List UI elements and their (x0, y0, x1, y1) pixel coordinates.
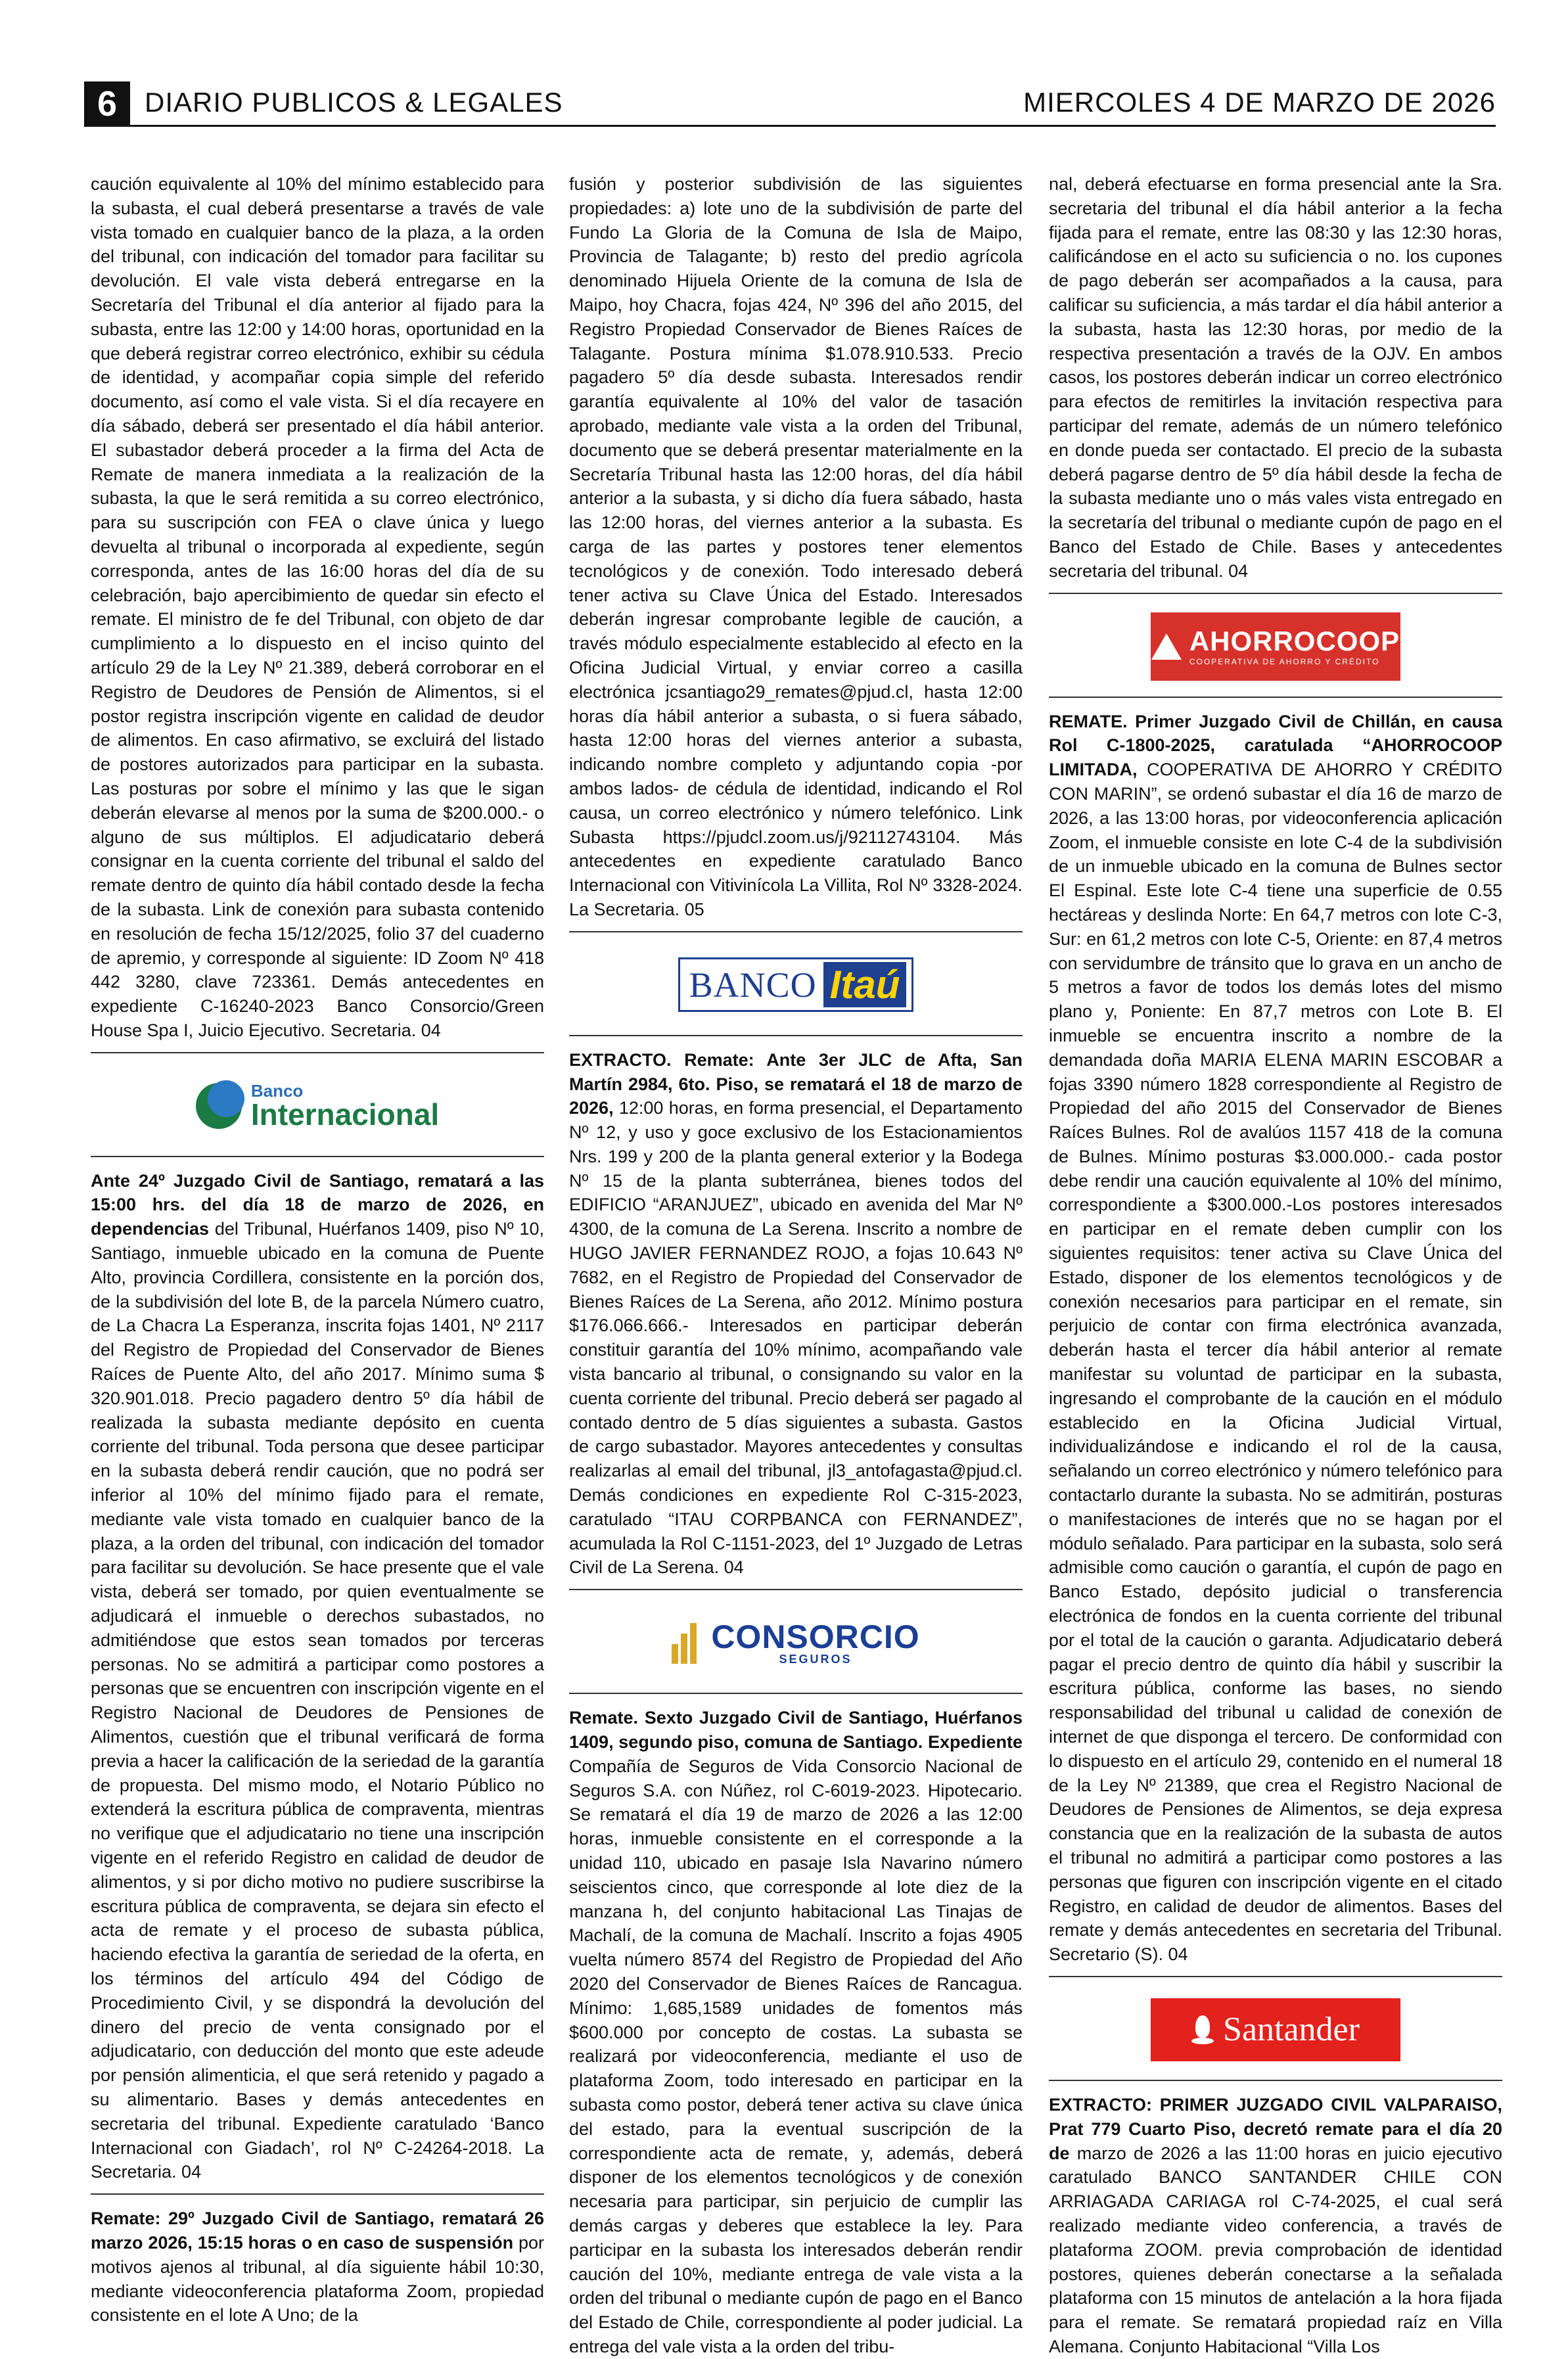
divider (1049, 1976, 1502, 1977)
publication-title: DIARIO PUBLICOS & LEGALES (145, 87, 563, 118)
divider (569, 1693, 1023, 1694)
page-number: 6 (84, 81, 130, 126)
santander-logo: Santander (1049, 1989, 1502, 2071)
divider (91, 1052, 544, 1053)
notice-1-continuation: caución equivalente al 10% del mínimo establecido para la subasta, el cual deberá presentarse a través de vale vista tomado en cualquier banco de la plaza, a la orden del tribunal, con indicación del tomador para facilitar su devolución. El vale vista deberá entregarse en la Secretaría del Tribunal el día anterior al fijado para la subasta, entre las 12:00 y 14:00 horas, oportunidad en la que deberá registrar correo electrónico, exhibir su cédula de identidad, y acompañar copia simple del referido documento, así como el vale vista. Si el día recayere en día sábado, deberá ser presentado el día hábil anterior. El subastador deberá proceder a la firma del Acta de Remate de manera inmediata a la realización de la subasta, la que le será remitida a su correo electrónico, para su suscripción con FEA o clave única y luego devuelta al tribunal o incorporada al expediente, según corresponda, antes de las 16:00 horas del día de su celebración, bajo apercibimiento de quedar sin efecto el remate. El ministro de fe del Tribunal, con objeto de dar cumplimiento a lo dispuesto en el inciso quinto del artículo 29 de la Ley Nº 21.389, deberá corroborar en el Registro de Deudores de Pensión de Alimentos, si el postor registra inscripción vigente en calidad de deudor de alimentos. En caso afirmativo, se excluirá del listado de postores autorizados para participar en la subasta. Las posturas por sobre el mínimo y las que le sigan deberán elevarse al menos por la suma de $200.000.- o alguno de sus múltiplos. El adjudicatario deberá consignar en la cuenta corriente del tribunal el saldo del remate dentro de quinto día hábil contado desde la fecha de la subasta. Link de conexión para subasta contenido en resolución de fecha 15/12/2025, folio 37 del cuaderno de apremio, y corresponde al siguiente: ID Zoom Nº 418 442 3280, clave 723361. Demás antecedentes en expediente C-16240-2023 Banco Consorcio/Green House Spa I, Juicio Ejecutivo. Secretaria. 04 (91, 174, 544, 1040)
notice-santander: EXTRACTO: PRIMER JUZGADO CIVIL VALPARAISO, Prat 779 Cuarto Piso, decretó remate para el día 20 de marzo de 2026 a las 11:00 horas en juicio ejecutivo caratulado BANCO SANTANDER CHILE CON ARRIAGADA CARIAGA rol C-74-2025, el cual será realizado mediante video conferencia, a través de plataforma ZOOM. previa comprobación de identidad postores, quienes deberán conectarse a la señalada plataforma con 15 minutos de antelación a la hora fijada para el remate. Se rematará propiedad raíz en Villa Alemana. Conjunto Habitacional “Villa Los (1049, 2094, 1502, 2356)
divider (1049, 593, 1502, 594)
divider (569, 931, 1023, 932)
divider (569, 1589, 1023, 1590)
column-1 (91, 172, 544, 2325)
divider (569, 1035, 1023, 1036)
notice-ahorrocoop: REMATE. Primer Juzgado Civil de Chillán, en causa Rol C-1800-2025, caratulada “AHORROCOOP LIMITADA, COOPERATIVA DE AHORRO Y CRÉDITO CON MARIN”, se ordenó subastar el día 16 de marzo de 2026, a las 13:00 horas, por videoconferencia aplicación Zoom, el inmueble consiste en lote C-4 de la subdivisión de un inmueble ubicado en la comuna de Bulnes sector El Espinal. Este lote C-4 tiene una superficie de 0.55 hectáreas y deslinda Norte: En 64,7 metros con lote C-3, Sur: en 61,2 metros con lote C-5, Oriente: en 87,4 metros con servidumbre de tránsito que lo grava en un ancho de 5 metros a favor de todos los demás lotes del mismo plano y, Poniente: En 87,7 metros con Lote B. El inmueble se encuentra inscrito a nombre de la demandada doña MARIA ELENA MARIN ESCOBAR a fojas 3390 número 1828 correspondiente al Registro de Propiedad del año 2015 del Conservador de Bienes Raíces Bulnes. Rol de avalúos 1157 418 de la comuna de Bulnes. Mínimo posturas $3.000.000.- cada postor debe rendir una caución equivalente al 10% del mínimo, correspondiente a $300.000.-Los postores interesados en participar en el remate deben cumplir con los siguientes requisitos: tener activa su Clave Única del Estado, disponer de los elementos tecnológicos y de conexión necesarios para participar en el remate, sin perjuicio de contar con firma electrónica avanzada, deberán hasta el tercer día hábil anterior al remate manifestar su voluntad de participar en la subasta, ingresando el comprobante de la caución en el módulo establecido en la Oficina Judicial Virtual, individualizándose e indicando el rol de la causa, señalando un correo electrónico y número telefónico para contactarlo durante la subasta. No se admitirán, posturas o manifestaciones de interés que no se hagan por el módulo señalado. Para participar en la subasta, solo será admisible como caución o garantía, el cupón de pago en Banco Estado, depósito judicial o transferencia electrónica de fondos en la cuenta corriente del tribunal por el total de la caución o garanta. Adjudicatario deberá pagar el precio dentro de quinto día hábil y suscribir la escritura pública, conforme las bases, no siendo responsabilidad del tribunal u calidad de conexión de internet de que disponga el tercero. De conformidad con lo dispuesto en el artículo 29, contenido en el numeral 18 de la Ley Nº 21389, que crea el Registro Nacional de Deudores de Pensiones de Alimentos, se deja expresa constancia que en la realización de la subasta de autos el tribunal no admitirá a participar como postores a las personas que figuren con inscripción vigente en el citado Registro, en calidad de deudor de alimentos. Bases del remate y demás antecedentes en secretaria del Tribunal. Secretario (S). 04 (1049, 711, 1502, 1965)
notice-banco-internacional: Ante 24º Juzgado Civil de Santiago, rematará a las 15:00 hrs. del día 18 de marzo de 2026, en dependencias del Tribunal, Huérfanos 1409, piso Nº 10, Santiago, inmueble ubicado en la comuna de Puente Alto, provincia Cordillera, consistente en la porción dos, de la subdivisión del lote B, de la parcela Número cuatro, de La Chacra La Esperanza, inscrita fojas 1401, Nº 2117 del Registro de Propiedad del Conservador de Bienes Raíces de Puente Alto, del año 2017. Mínimo suma $ 320.901.018. Precio pagadero dentro 5º día hábil de realizada la subasta mediante depósito en cuenta corriente del tribunal. Toda persona que desee participar en la subasta deberá rendir caución, que no podrá ser inferior al 10% del mínimo fijado para el remate, mediante vale vista tomado en cualquier banco de la plaza, a la orden del tribunal, con indicación del tomador para facilitar su devolución. Se hace presente que el vale vista, deberá ser tomado, por quien eventualmente se adjudicará el inmueble o derechos subastados, no admitiéndose que estos sean tomados por terceras personas. No se admitirá a participar como postores a personas que se encuentren con inscripción vigente en el Registro Nacional de Deudores de Pensiones de Alimentos, cuestión que el tribunal verificará de forma previa a hacer la calificación de la seriedad de la garantía de propuesta. Del mismo modo, el Notario Público no extenderá la escritura pública de compraventa, mientras no verifique que el adjudicatario no tiene una inscripción vigente en el referido Registro en calidad de deudor de alimentos, y si por dicho motivo no pudiere suscribirse la escritura pública de compraventa, se dejara sin efecto el acta de remate y el proceso de subasta pública, haciendo efectiva la garantía de seriedad de la oferta, en los términos del artículo 494 del Código de Procedimiento Civil, y se dispondrá la devolución del dinero del precio de venta consignado por el adjudicatario, con deducción del monto que este adeude por pensión alimenticia, el que será retenido y pagado a su alimentario. Bases y demás antecedentes en secretaria del tribunal. Expediente caratulado ‘Banco Internacional con Giadach’, rol Nº C-24264-2018. La Secretaria. 04 (91, 1170, 544, 2182)
divider (91, 2193, 544, 2195)
notice-consorcio: Remate. Sexto Juzgado Civil de Santiago, Huérfanos 1409, segundo piso, comuna de Santiago. Expediente Compañía de Seguros de Vida Consorcio Nacional de Seguros S.A. con Núñez, rol C-6019-2023. Hipotecario. Se rematará el día 19 de marzo de 2026 a las 12:00 horas, inmueble consistente en el corresponde a la unidad 110, ubicado en pasaje Isla Navarino número seiscientos cinco, que corresponde al lote diez de la manzana h, del conjunto habitacional Las Tinajas de Machalí, de la comuna de Machalí. Inscrito a fojas 4905 vuelta número 8574 del Registro de Propiedad del Año 2020 del Conservador de Bienes Raíces de Rancagua. Mínimo: 1,685,1589 unidades de fomentos más $600.000 por concepto de costas. La subasta se realizará por videoconferencia, mediante el uso de plataforma Zoom, todo interesado en participar en la subasta como postor, deberá tener activa su clave única del estado, para la eventual suscripción de la correspondiente acta de remate, y, además, deberá disponer de los elementos tecnológicos y de conexión necesaria para participar, sin perjuicio de cumplir las demás cargas y deberes que establece la ley. Para participar en la subasta los interesados deberán rendir caución del 10%, mediante entrega de vale vista a la orden del tribunal o mediante cupón de pago en el Banco del Estado de Chile, correspondiente al poder judicial. La entrega del vale vista a la orden del tribu- (569, 1708, 1023, 2356)
notice-consorcio-continuation: nal, deberá efectuarse en forma presencial ante la Sra. secretaria del tribunal el día hábil anterior a la fecha fijada para el remate, entre las 08:30 y las 12:30 horas, calificándose en el acto su suficiencia o no. los cupones de pago deberán ser acompañados a la causa, para calificar su suficiencia, a más tardar el día hábil anterior a la subasta, hasta las 12:30 horas, por medio de la respectiva presentación a través de la OJV. En ambos casos, los postores deberán indicar un correo electrónico para efectos de remitirles la invitación respectiva para participar del remate, además de un número telefónico en donde pueda ser contactado. El precio de la subasta deberá pagarse dentro de 5º día hábil desde la fecha de la subasta mediante uno o más vales vista entregado en la secretaría del tribunal o mediante cupón de pago en el Banco del Estado de Chile. Bases y antecedentes secretaria del tribunal. 04 (1049, 174, 1502, 581)
page-header (84, 78, 1496, 127)
notice-29-juzgado-continuation: fusión y posterior subdivisión de las siguientes propiedades: a) lote uno de la subdivisión de parte del Fundo La Gloria de la Comuna de Isla de Maipo, Provincia de Talagante; b) resto del predio agrícola denominado Hijuela Oriente de la comuna de Isla de Maipo, hoy Chacra, fojas 424, Nº 396 del año 2015, del Registro Propiedad Conservador de Bienes Raíces de Talagante. Postura mínima $1.078.910.533. Precio pagadero 5º día desde subasta. Interesados rendir garantía equivalente al 10% del valor de tasación aprobado, mediante vale vista a la orden del Tribunal, documento que se deberá presentar materialmente en la Secretaría Tribunal hasta las 12:00 horas, del día hábil anterior a la subasta, y si dicho día fuera sábado, hasta las 12:00 horas, del viernes anterior a la subasta. Es carga de las partes y postores tener elementos tecnológicos y de conexión. Todo interesado deberá tener activa su Clave Única del Estado. Interesados deberán ingresar comprobante legible de caución, a través módulo especialmente establecido al efecto en la Oficina Judicial Virtual, y enviar correo a casilla electrónica jcsantiago29_remates@pjud.cl, hasta 12:00 horas día hábil anterior a subasta, o si fuera sábado, hasta 12:00 horas del viernes anterior a subasta, indicando nombre completo y adjuntando copia -por ambos lados- de cédula de identidad, indicando el Rol causa, un correo electrónico y número telefónico. Link Subasta https://pjudcl.zoom.us/j/92112743104. Más antecedentes en expediente caratulado Banco Internacional con Vitivinícola La Villita, Rol Nº 3328-2024. La Secretaria. 05 (569, 174, 1023, 919)
ahorrocoop-logo: AHORROCOOP COOPERATIVA DE AHORRO Y CRÉDITO (1049, 606, 1502, 687)
divider (91, 1156, 544, 1157)
divider (1049, 697, 1502, 698)
consorcio-bars-icon (672, 1622, 704, 1664)
banco-itau-logo: BANCO Itaú (569, 944, 1023, 1026)
publication-date: MIERCOLES 4 DE MARZO DE 2026 (1023, 87, 1496, 118)
column-2 (569, 172, 1023, 2356)
santander-flame-icon (1191, 2015, 1214, 2044)
column-3 (1049, 172, 1502, 2356)
divider (1049, 2080, 1502, 2081)
notice-itau: EXTRACTO. Remate: Ante 3er JLC de Afta, San Martín 2984, 6to. Piso, se rematará el 18 de marzo de 2026, 12:00 horas, en forma presencial, el Departamento Nº 12, y uso y goce exclusivo de los Estacionamientos Nrs. 199 y 200 de la planta general exterior y la Bodega Nº 15 de la planta subterránea, bienes todos del EDIFICIO “ARANJUEZ”, ubicado en avenida del Mar Nº 4300, de la comuna de La Serena. Inscrito a nombre de HUGO JAVIER FERNANDEZ ROJO, a fojas 10.643 Nº 7682, en el Registro de Propiedad del Conservador de Bienes Raíces de La Serena, año 2012. Mínimo postura $176.066.666.- Interesados en participar deberán constituir garantía del 10% mínimo, acompañando vale vista bancario al tribunal, o consignando su valor en la cuenta corriente del tribunal. Precio deberá ser pagado al contado dentro de 5 días siguientes a subasta. Gastos de cargo subastador. Mayores antecedentes y consultas realizarlas al email del tribunal, jl3_antofagasta@pjud.cl. Demás condiciones en expediente Rol C-315-2023, caratulado “ITAU CORPBANCA con FERNANDEZ”, acumulada la Rol C-1151-2023, del 1º Juzgado de Letras Civil de La Serena. 04 (569, 1049, 1023, 1578)
banco-internacional-logo: Banco Internacional (91, 1065, 544, 1147)
consorcio-logo: CONSORCIO SEGUROS (569, 1602, 1023, 1683)
notice-29-juzgado: Remate: 29º Juzgado Civil de Santiago, rematará 26 marzo 2026, 15:15 horas o en caso de suspensión por motivos ajenos al tribunal, al día siguiente hábil 10:30, mediante videoconferencia plataforma Zoom, propiedad consistente en el lote A Uno; de la (91, 2209, 544, 2325)
banco-internacional-mark-icon (196, 1083, 242, 1129)
ahorrocoop-triangle-icon (1151, 633, 1182, 660)
